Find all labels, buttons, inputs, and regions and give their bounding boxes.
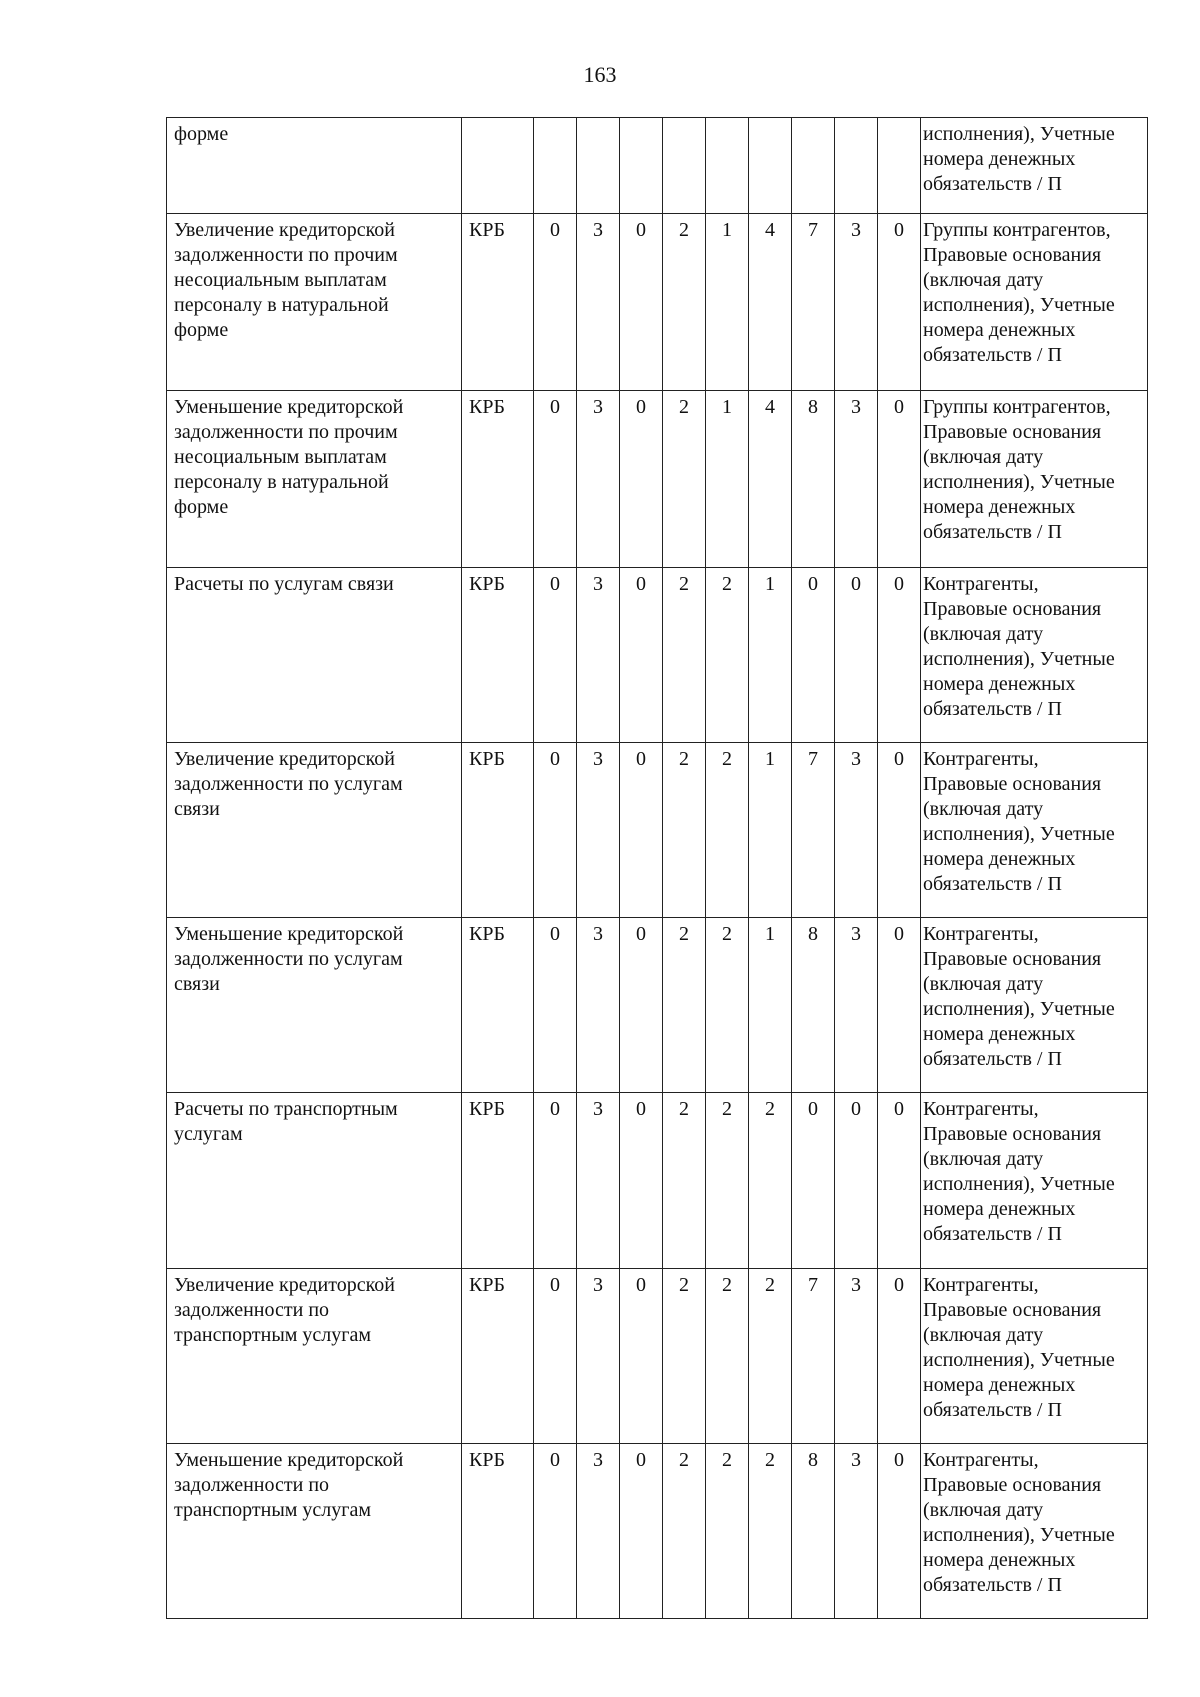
account-code-digit-cell: 7 (792, 1269, 835, 1444)
account-code-digit-cell: 2 (706, 1093, 749, 1269)
account-code-digit-cell: 0 (620, 743, 663, 918)
account-kind-cell: КРБ (462, 1093, 534, 1269)
table-row (167, 568, 1148, 743)
account-code-digit-cell: 8 (792, 391, 835, 568)
account-code-digit-cell: 0 (620, 1269, 663, 1444)
table-row (167, 391, 1148, 568)
account-code-digit-cell: 2 (706, 1269, 749, 1444)
account-code-digit-cell: 0 (620, 918, 663, 1093)
account-name-cell: Уменьшение кредиторской задолженности по услугам связи (167, 918, 462, 1093)
account-code-digit-cell: 0 (534, 568, 577, 743)
account-code-digit-cell: 2 (663, 918, 706, 1093)
account-code-digit-cell: 2 (706, 918, 749, 1093)
account-code-digit-cell: 4 (749, 391, 792, 568)
account-code-digit-cell: 1 (706, 391, 749, 568)
analytics-attributes-cell: Контрагенты, Правовые основания (включая дату исполнения), Учетные номера денежных обязательств / П (921, 1444, 1148, 1619)
account-name-cell: Уменьшение кредиторской задолженности по транспортным услугам (167, 1444, 462, 1619)
account-code-digit-cell: 0 (534, 1269, 577, 1444)
account-code-digit-cell: 3 (835, 391, 878, 568)
account-code-digit-cell: 2 (706, 568, 749, 743)
account-code-digit-cell: 3 (577, 391, 620, 568)
account-code-digit-cell: 3 (577, 743, 620, 918)
account-code-digit-cell: 0 (835, 1093, 878, 1269)
table-row (167, 918, 1148, 1093)
table-row (167, 743, 1148, 918)
account-code-digit-cell: 7 (792, 214, 835, 391)
account-code-digit-cell: 0 (878, 214, 921, 391)
account-kind-cell: КРБ (462, 743, 534, 918)
account-code-digit-cell (577, 118, 620, 214)
account-name-cell: форме (167, 118, 462, 214)
account-code-digit-cell: 0 (534, 391, 577, 568)
analytics-attributes-cell: Контрагенты, Правовые основания (включая дату исполнения), Учетные номера денежных обязательств / П (921, 743, 1148, 918)
table-row (167, 1444, 1148, 1619)
account-code-digit-cell: 2 (706, 1444, 749, 1619)
account-code-digit-cell: 0 (620, 1444, 663, 1619)
account-kind-cell (462, 118, 534, 214)
account-kind-cell: КРБ (462, 1269, 534, 1444)
account-code-digit-cell: 3 (577, 1269, 620, 1444)
account-code-digit-cell: 0 (534, 918, 577, 1093)
account-code-digit-cell (835, 118, 878, 214)
account-code-digit-cell: 1 (749, 568, 792, 743)
analytics-attributes-cell: Группы контрагентов, Правовые основания (включая дату исполнения), Учетные номера денежных обязательств / П (921, 391, 1148, 568)
account-code-digit-cell: 0 (534, 743, 577, 918)
account-name-cell: Увеличение кредиторской задолженности по транспортным услугам (167, 1269, 462, 1444)
account-code-digit-cell: 2 (663, 1093, 706, 1269)
account-code-digit-cell: 1 (706, 214, 749, 391)
account-kind-cell: КРБ (462, 391, 534, 568)
analytics-attributes-cell: Контрагенты, Правовые основания (включая дату исполнения), Учетные номера денежных обязательств / П (921, 1093, 1148, 1269)
account-code-digit-cell: 0 (534, 1444, 577, 1619)
account-code-digit-cell (706, 118, 749, 214)
table-row (167, 1269, 1148, 1444)
analytics-attributes-cell: исполнения), Учетные номера денежных обязательств / П (921, 118, 1148, 214)
account-code-digit-cell: 2 (663, 391, 706, 568)
account-code-digit-cell (663, 118, 706, 214)
table-row (167, 1093, 1148, 1269)
account-code-digit-cell: 1 (749, 918, 792, 1093)
analytics-attributes-cell: Группы контрагентов, Правовые основания (включая дату исполнения), Учетные номера денежных обязательств / П (921, 214, 1148, 391)
account-code-digit-cell: 2 (663, 568, 706, 743)
account-code-digit-cell: 8 (792, 918, 835, 1093)
account-code-digit-cell: 3 (835, 1269, 878, 1444)
account-code-digit-cell: 3 (577, 1444, 620, 1619)
account-code-digit-cell: 0 (878, 391, 921, 568)
account-code-digit-cell: 3 (835, 743, 878, 918)
account-code-digit-cell: 0 (835, 568, 878, 743)
account-code-digit-cell (792, 118, 835, 214)
account-code-digit-cell: 0 (878, 918, 921, 1093)
account-code-digit-cell: 0 (792, 568, 835, 743)
account-code-digit-cell: 0 (792, 1093, 835, 1269)
account-name-cell: Увеличение кредиторской задолженности по прочим несоциальным выплатам персоналу в натуральной форме (167, 214, 462, 391)
account-kind-cell: КРБ (462, 1444, 534, 1619)
account-code-digit-cell: 2 (663, 1444, 706, 1619)
account-code-digit-cell (749, 118, 792, 214)
account-kind-cell: КРБ (462, 918, 534, 1093)
account-code-digit-cell: 3 (835, 214, 878, 391)
account-code-digit-cell: 2 (706, 743, 749, 918)
account-name-cell: Увеличение кредиторской задолженности по услугам связи (167, 743, 462, 918)
page-number: 163 (583, 62, 617, 87)
account-code-digit-cell: 0 (620, 391, 663, 568)
account-code-digit-cell: 7 (792, 743, 835, 918)
account-code-digit-cell: 0 (620, 1093, 663, 1269)
account-code-digit-cell: 0 (878, 1093, 921, 1269)
account-kind-cell: КРБ (462, 214, 534, 391)
account-code-digit-cell (534, 118, 577, 214)
account-table-body (167, 118, 1148, 1619)
account-code-digit-cell: 2 (663, 214, 706, 391)
account-code-digit-cell: 3 (577, 214, 620, 391)
account-code-digit-cell: 2 (663, 743, 706, 918)
account-code-digit-cell (620, 118, 663, 214)
account-code-digit-cell: 3 (835, 1444, 878, 1619)
account-code-digit-cell: 0 (620, 568, 663, 743)
table-row (167, 118, 1148, 214)
account-code-digit-cell: 2 (749, 1269, 792, 1444)
account-code-digit-cell: 3 (577, 568, 620, 743)
analytics-attributes-cell: Контрагенты, Правовые основания (включая дату исполнения), Учетные номера денежных обязательств / П (921, 1269, 1148, 1444)
account-code-digit-cell: 0 (878, 1269, 921, 1444)
account-code-digit-cell: 8 (792, 1444, 835, 1619)
account-name-cell: Расчеты по транспортным услугам (167, 1093, 462, 1269)
table-row (167, 214, 1148, 391)
account-code-digit-cell: 3 (835, 918, 878, 1093)
account-name-cell: Уменьшение кредиторской задолженности по прочим несоциальным выплатам персоналу в натуральной форме (167, 391, 462, 568)
account-code-digit-cell: 0 (534, 1093, 577, 1269)
account-name-cell: Расчеты по услугам связи (167, 568, 462, 743)
account-code-digit-cell: 4 (749, 214, 792, 391)
account-code-digit-cell: 1 (749, 743, 792, 918)
account-code-digit-cell: 0 (878, 1444, 921, 1619)
account-code-digit-cell: 2 (663, 1269, 706, 1444)
account-code-digit-cell: 0 (620, 214, 663, 391)
analytics-attributes-cell: Контрагенты, Правовые основания (включая дату исполнения), Учетные номера денежных обязательств / П (921, 568, 1148, 743)
account-code-digit-cell (878, 118, 921, 214)
analytics-attributes-cell: Контрагенты, Правовые основания (включая дату исполнения), Учетные номера денежных обязательств / П (921, 918, 1148, 1093)
account-table (166, 117, 1148, 1619)
account-code-digit-cell: 3 (577, 1093, 620, 1269)
account-code-digit-cell: 2 (749, 1444, 792, 1619)
account-code-digit-cell: 0 (878, 743, 921, 918)
account-code-digit-cell: 3 (577, 918, 620, 1093)
account-code-digit-cell: 2 (749, 1093, 792, 1269)
account-code-digit-cell: 0 (534, 214, 577, 391)
account-kind-cell: КРБ (462, 568, 534, 743)
account-code-digit-cell: 0 (878, 568, 921, 743)
